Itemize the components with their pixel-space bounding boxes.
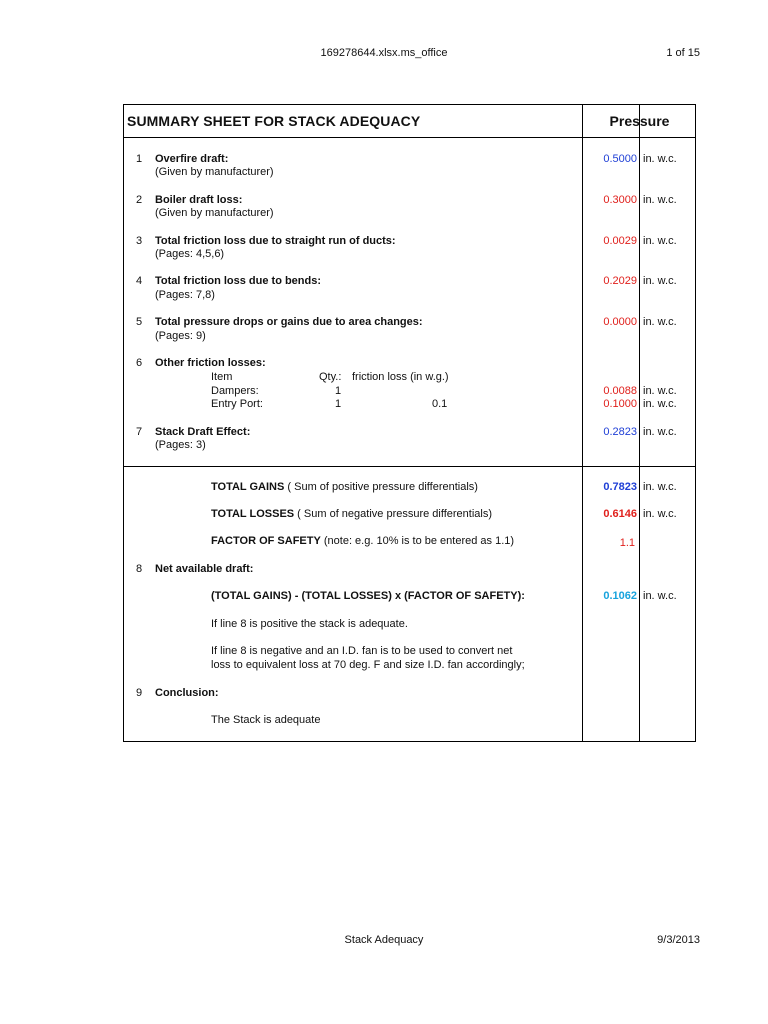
net-draft-value: 0.1062: [603, 590, 637, 602]
header-filename: 169278644.xlsx.ms_office: [320, 47, 448, 59]
item-value: 0.2029: [603, 275, 637, 287]
other-item-name: Entry Port:: [211, 398, 263, 410]
item-unit: in. w.c.: [643, 398, 677, 410]
sheet-title: SUMMARY SHEET FOR STACK ADEQUACY: [127, 113, 421, 129]
item-label: Other friction losses:: [155, 357, 266, 369]
other-item-value: 0.0088: [603, 385, 637, 397]
other-item-name: Dampers:: [211, 385, 259, 397]
other-item-value: 0.1000: [603, 398, 637, 410]
item-unit: in. w.c.: [643, 481, 677, 493]
net-draft-formula: (TOTAL GAINS) - (TOTAL LOSSES) x (FACTOR OF SAFETY):: [211, 590, 525, 602]
item-number: 2: [136, 194, 143, 206]
item-source: (Given by manufacturer): [155, 166, 274, 178]
total-gains-note: ( Sum of positive pressure differentials): [284, 481, 478, 493]
title-row-divider: [124, 137, 695, 138]
total-losses-row: [211, 508, 492, 520]
item-source: (Pages: 9): [155, 330, 206, 342]
safety-factor-value: 1.1: [619, 537, 635, 549]
item-label: Total pressure drops or gains due to area changes:: [155, 316, 423, 328]
item-unit: in. w.c.: [643, 235, 677, 247]
col-item-header: Item: [211, 371, 233, 383]
item-value: 0.3000: [603, 194, 637, 206]
item-unit: in. w.c.: [643, 153, 677, 165]
net-draft-note: loss to equivalent loss at 70 deg. F and size I.D. fan accordingly;: [211, 659, 525, 671]
item-source: (Pages: 7,8): [155, 289, 215, 301]
item-number: 1: [136, 153, 143, 165]
other-item-qty: 1: [335, 385, 342, 397]
item-unit: in. w.c.: [643, 508, 677, 520]
conclusion-text: The Stack is adequate: [211, 714, 321, 726]
unit-column-divider: [639, 105, 640, 741]
item-value: 0.0029: [603, 235, 637, 247]
item-source: (Given by manufacturer): [155, 207, 274, 219]
footer-date: 9/3/2013: [657, 934, 700, 946]
item-number: 3: [136, 235, 143, 247]
item-label: Conclusion:: [155, 687, 219, 699]
col-loss-header: friction loss (in w.g.): [352, 371, 449, 383]
item-label: Boiler draft loss:: [155, 194, 243, 206]
safety-factor-row: [211, 535, 514, 547]
col-qty-header: Qty.:: [319, 371, 342, 383]
net-draft-note: If line 8 is positive the stack is adequate.: [211, 618, 408, 630]
total-gains-value: 0.7823: [603, 481, 637, 493]
footer-title: Stack Adequacy: [344, 934, 424, 946]
item-label: Net available draft:: [155, 563, 254, 575]
safety-factor-label: FACTOR OF SAFETY: [211, 535, 321, 547]
item-label: Total friction loss due to bends:: [155, 275, 322, 287]
item-label: Overfire draft:: [155, 153, 229, 165]
item-unit: in. w.c.: [643, 426, 677, 438]
total-gains-row: [211, 481, 478, 493]
pressure-heading: Pressure: [609, 113, 670, 129]
item-value: 0.2823: [603, 426, 637, 438]
summary-sheet: [123, 104, 696, 742]
value-column-divider: [582, 105, 583, 741]
item-value: 0.0000: [603, 316, 637, 328]
header-page-number: 1 of 15: [666, 47, 700, 59]
item-number: 7: [136, 426, 143, 438]
item-label: Total friction loss due to straight run of ducts:: [155, 235, 396, 247]
item-number: 9: [136, 687, 143, 699]
totals-section-divider: [124, 466, 695, 467]
item-number: 5: [136, 316, 143, 328]
total-gains-label: TOTAL GAINS: [211, 481, 285, 493]
total-losses-note: ( Sum of negative pressure differentials): [294, 508, 493, 520]
item-number: 4: [136, 275, 143, 287]
item-number: 8: [136, 563, 143, 575]
item-unit: in. w.c.: [643, 316, 677, 328]
item-number: 6: [136, 357, 143, 369]
item-unit: in. w.c.: [643, 590, 677, 602]
net-draft-note: If line 8 is negative and an I.D. fan is to be used to convert net: [211, 645, 513, 657]
item-value: 0.5000: [603, 153, 637, 165]
other-item-loss: 0.1: [432, 398, 448, 410]
item-source: (Pages: 3): [155, 439, 206, 451]
item-label: Stack Draft Effect:: [155, 426, 251, 438]
total-losses-value: 0.6146: [603, 508, 637, 520]
item-unit: in. w.c.: [643, 194, 677, 206]
item-unit: in. w.c.: [643, 275, 677, 287]
other-item-qty: 1: [335, 398, 342, 410]
item-source: (Pages: 4,5,6): [155, 248, 225, 260]
total-losses-label: TOTAL LOSSES: [211, 508, 295, 520]
item-unit: in. w.c.: [643, 385, 677, 397]
safety-factor-note: (note: e.g. 10% is to be entered as 1.1): [320, 535, 515, 547]
